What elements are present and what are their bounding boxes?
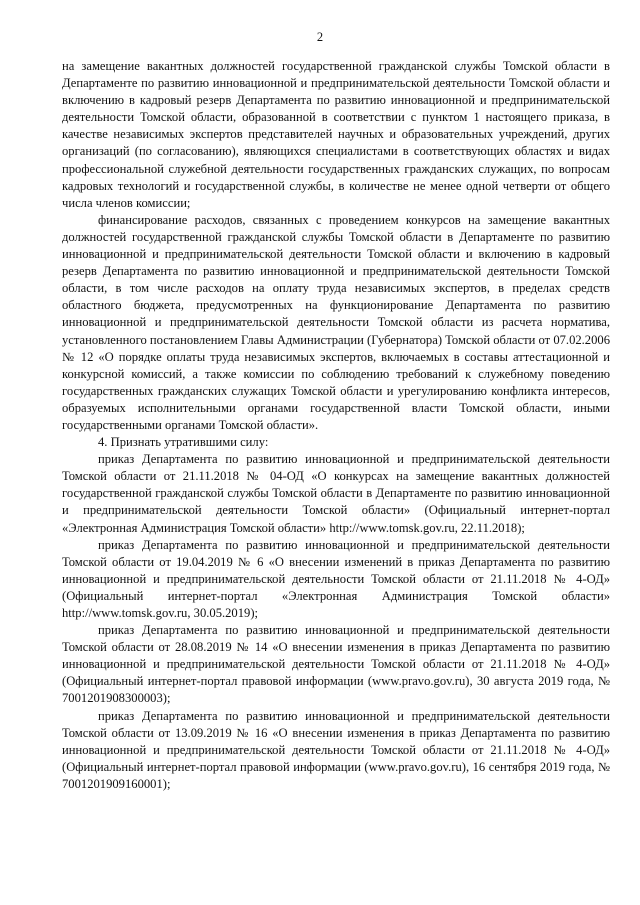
paragraph-repealed-order-4: приказ Департамента по развитию инновационной и предпринимательской деятельности Томской области от 13.09.2019 № 16 «О внесении изменения в приказ Департамента по развитию инновационной и предпринимательской деятельности Томской области от 21.11.2018 № 4-ОД» (Официальный интернет-портал правовой информации (www.pravo.gov.ru), 16 сентября 2019 года, № 7001201909160001);	[62, 708, 610, 791]
paragraph-commission-experts: на замещение вакантных должностей государственной гражданской службы Томской области в Департаменте по развитию инновационной и предпринимательской деятельности Томской области и включению в кадровый резерв Департамента по развитию инновационной и предпринимательской деятельности Томской области, образованной в соответствии с пунктом 1 настоящего приказа, в качестве независимых экспертов представителей научных и образовательных учреждений, других организаций (по согласованию), являющихся специалистами в соответствующих областях и видах профессиональной служебной деятельности государственных гражданских служащих, по вопросам кадровых технологий и государственной службы, в количестве не менее одной четверти от общего числа членов комиссии;	[62, 59, 610, 210]
paragraph-repealed-order-3: приказ Департамента по развитию инновационной и предпринимательской деятельности Томской области от 28.08.2019 № 14 «О внесении изменения в приказ Департамента по развитию инновационной и предпринимательской деятельности Томской области от 21.11.2018 № 4-ОД» (Официальный интернет-портал правовой информации (www.pravo.gov.ru), 30 августа 2019 года, № 7001201908300003);	[62, 623, 610, 706]
paragraph-financing: финансирование расходов, связанных с проведением конкурсов на замещение вакантных должностей государственной гражданской службы Томской области в Департаменте по развитию инновационной и предпринимательской деятельности Томской области и включению в кадровый резерв Департамента по развитию инновационной и предпринимательской деятельности Томской области, в том числе расходов на оплату труда независимых экспертов, в пределах средств областного бюджета, предусмотренных на функционирование Департамента по развитию инновационной и предпринимательской деятельности Томской области из расчета норматива, установленного постановлением Главы Администрации (Губернатора) Томской области от 07.02.2006 № 12 «О порядке оплаты труда независимых экспертов, включаемых в составы аттестационной и конкурсной комиссий, а также комиссии по соблюдению требований к служебному поведению государственных гражданских служащих Томской области и урегулированию конфликта интересов, образуемых исполнительными органами государственной власти Томской области, иными государственными органами Томской области».	[62, 212, 610, 432]
page-number: 2	[316, 30, 324, 44]
paragraph-item-4-heading: 4. Признать утратившими силу:	[98, 435, 269, 450]
paragraph-repealed-order-1: приказ Департамента по развитию инновационной и предпринимательской деятельности Томской области от 21.11.2018 № 04-ОД «О конкурсах на замещение вакантных должностей государственной гражданской службы Томской области в Департаменте по развитию инновационной и предпринимательской деятельности Томской области» (Официальный интернет-портал «Электронная Администрация Томской области» http://www.tomsk.gov.ru, 22.11.2018);	[62, 452, 610, 535]
document-body	[62, 58, 610, 793]
paragraph-repealed-order-2: приказ Департамента по развитию инновационной и предпринимательской деятельности Томской области от 19.04.2019 № 6 «О внесении изменений в приказ Департамента по развитию инновационной и предпринимательской деятельности Томской области от 21.11.2018 № 4-ОД» (Официальный интернет-портал «Электронная Администрация Томской области» http://www.tomsk.gov.ru, 30.05.2019);	[62, 537, 610, 620]
